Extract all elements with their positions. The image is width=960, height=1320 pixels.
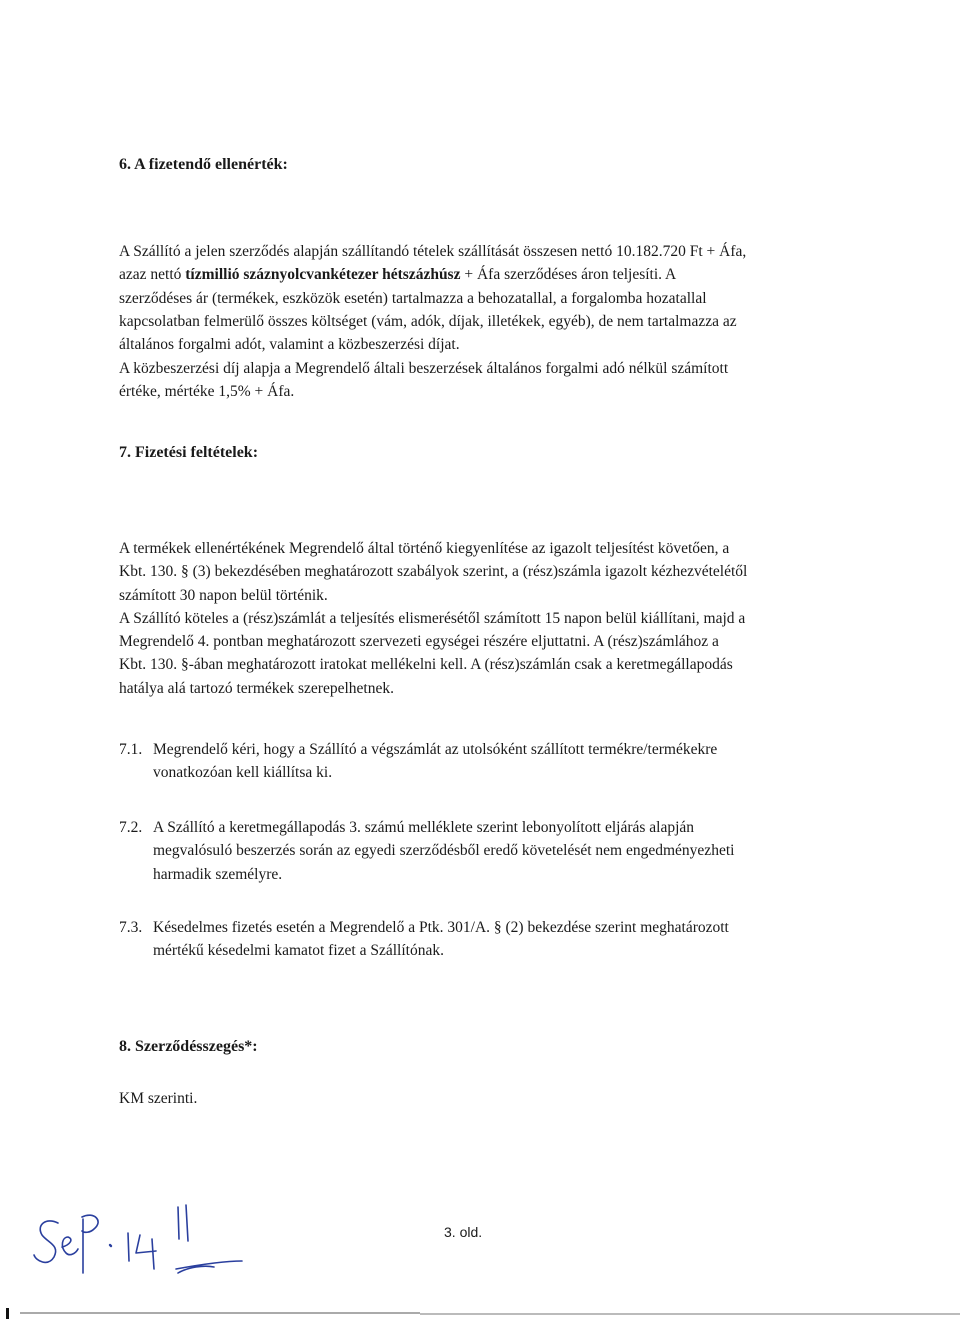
subsection-7-3 <box>119 916 834 963</box>
section-7-heading: 7. Fizetési feltételek: <box>119 444 259 461</box>
text-line: hatálya alá tartozó termékek szerepelhetnek. <box>119 679 394 697</box>
text-line: azaz nettó tízmillió száznyolcvankétezer hétszázhúsz + Áfa szerződéses áron teljesíti. A <box>119 266 677 284</box>
text-line: megvalósuló beszerzés során az egyedi szerződésből eredő követelését nem engedményezheti <box>153 842 735 860</box>
text-line: A Szállító köteles a (rész)számlát a teljesítés elismerésétől számított 15 napon belül kiállítani, majd a <box>119 609 746 627</box>
subsection-7-2 <box>119 816 834 886</box>
section-6-paragraph-1 <box>119 240 824 356</box>
section-7-paragraph-1 <box>119 537 824 700</box>
section-6-paragraph-2 <box>119 357 824 404</box>
text-line: szerződéses ár (termékek, eszközök esetén) tartalmazza a behozatallal, a forgalomba hozatallal <box>119 289 707 307</box>
scan-edge-line <box>0 1300 960 1320</box>
subsection-number: 7.3. <box>119 919 143 936</box>
text-line: Kbt. 130. § (3) bekezdésében meghatározott szabályok szerint, a (rész)számla igazolt kézhezvételétől <box>119 563 748 581</box>
text-line: A termékek ellenértékének Megrendelő által történő kiegyenlítése az igazolt teljesítést követően, a <box>119 540 730 557</box>
text-line: Késedelmes fizetés esetén a Megrendelő a Ptk. 301/A. § (2) bekezdése szerint meghatározott <box>153 919 729 936</box>
handwritten-initials-signature <box>28 1195 258 1285</box>
amount-in-words: tízmillió száznyolcvankétezer hétszázhúsz <box>185 266 461 284</box>
text-line: A Szállító a keretmegállapodás 3. számú melléklete szerint lebonyolított eljárás alapján <box>153 819 695 836</box>
text-line: mértékű késedelmi kamatot fizet a Szállítónak. <box>153 942 444 960</box>
section-8-heading: 8. Szerződésszegés*: <box>119 1038 258 1055</box>
text-line: A Szállító a jelen szerződés alapján szállítandó tételek szállítását összesen nettó 10.182.720 Ft + Áfa, <box>119 243 747 260</box>
text-line: értéke, mértéke 1,5% + Áfa. <box>119 383 295 401</box>
text-line: Kbt. 130. §-ában meghatározott iratokat mellékelni kell. A (rész)számlán csak a keretmegállapodás <box>119 656 733 674</box>
text-line: számított 30 napon belül történik. <box>119 586 328 604</box>
section-8-body: KM szerinti. <box>119 1090 198 1107</box>
page-number: 3. old. <box>444 1224 483 1240</box>
text-line: kapcsolatban felmerülő összes költséget (vám, adók, díjak, illetékek, egyéb), de nem tartalmazza az <box>119 312 737 330</box>
text-line: Megrendelő 4. pontban meghatározott szervezeti egységei részére eljuttatni. A (rész)számlához a <box>119 633 719 651</box>
text-line: A közbeszerzési díj alapja a Megrendelő általi beszerzések általános forgalmi adó nélkül számított <box>119 360 729 377</box>
subsection-number: 7.1. <box>119 741 143 758</box>
text-line: vonatkozóan kell kiállítsa ki. <box>153 764 333 782</box>
section-6-heading: 6. A fizetendő ellenérték: <box>119 156 288 173</box>
text-line: általános forgalmi adót, valamint a közbeszerzési díjat. <box>119 336 460 354</box>
subsection-7-1 <box>119 738 834 785</box>
subsection-number: 7.2. <box>119 819 143 836</box>
text-line: Megrendelő kéri, hogy a Szállító a végszámlát az utolsóként szállított termékre/termékekre <box>153 741 718 758</box>
text-line: harmadik személyre. <box>153 865 283 883</box>
